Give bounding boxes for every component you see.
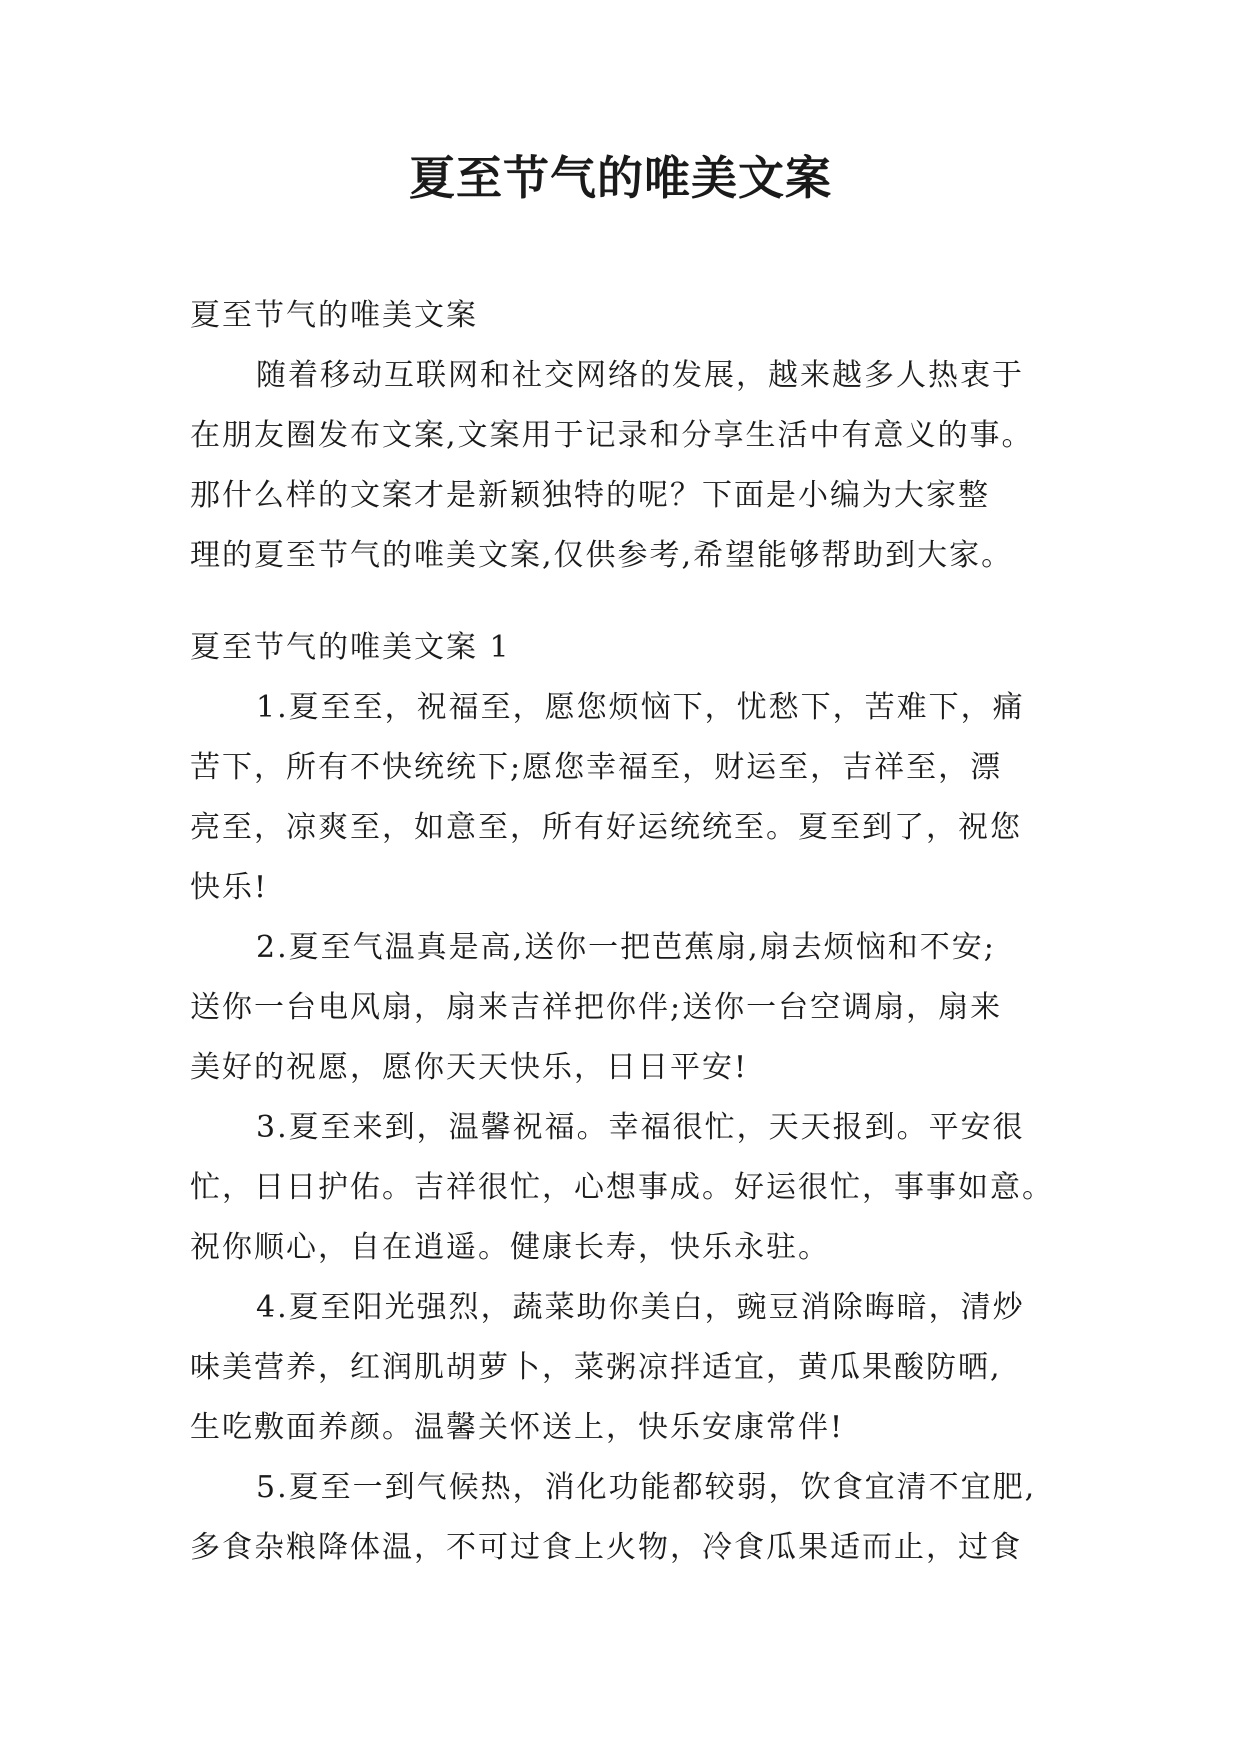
- intro-line: 随着移动互联网和社交网络的发展，越来越多人热衷于: [256, 358, 1024, 393]
- item-line: 多食杂粮降体温，不可过食上火物，冷食瓜果适而止，过食: [190, 1530, 1022, 1565]
- document-subtitle: 夏至节气的唯美文案: [190, 298, 478, 333]
- document-title: 夏至节气的唯美文案: [409, 151, 832, 205]
- item-line: 苦下，所有不快统统下;愿您幸福至，财运至，吉祥至，漂: [190, 750, 1003, 785]
- item-line: 5.夏至一到气候热，消化功能都较弱，饮食宜清不宜肥,: [256, 1470, 1037, 1505]
- item-line: 送你一台电风扇，扇来吉祥把你伴;送你一台空调扇，扇来: [190, 990, 1003, 1025]
- item-line: 生吃敷面养颜。温馨关怀送上，快乐安康常伴!: [190, 1410, 845, 1445]
- item-line: 祝你顺心，自在逍遥。健康长寿，快乐永驻。: [190, 1230, 830, 1265]
- intro-line: 理的夏至节气的唯美文案,仅供参考,希望能够帮助到大家。: [190, 538, 1014, 573]
- item-line: 3.夏至来到，温馨祝福。幸福很忙，天天报到。平安很: [256, 1110, 1025, 1145]
- item-line: 4.夏至阳光强烈，蔬菜助你美白，豌豆消除晦暗，清炒: [256, 1290, 1025, 1325]
- item-line: 味美营养，红润肌胡萝卜，菜粥凉拌适宜，黄瓜果酸防晒,: [190, 1350, 1002, 1385]
- intro-line: 那什么样的文案才是新颖独特的呢？下面是小编为大家整: [190, 478, 990, 513]
- section-heading: 夏至节气的唯美文案 1: [190, 630, 511, 665]
- item-line: 亮至，凉爽至，如意至，所有好运统统至。夏至到了，祝您: [190, 810, 1022, 845]
- paragraph-spacer: [190, 586, 1052, 618]
- document-body: [190, 286, 1052, 1578]
- item-line: 美好的祝愿，愿你天天快乐，日日平安!: [190, 1050, 749, 1085]
- item-line: 2.夏至气温真是高,送你一把芭蕉扇,扇去烦恼和不安;: [256, 930, 996, 965]
- item-line: 忙，日日护佑。吉祥很忙，心想事成。好运很忙，事事如意。: [190, 1170, 1054, 1205]
- item-line: 快乐!: [190, 870, 269, 905]
- item-line: 1.夏至至，祝福至，愿您烦恼下，忧愁下，苦难下，痛: [256, 690, 1025, 725]
- intro-line: 在朋友圈发布文案,文案用于记录和分享生活中有意义的事。: [190, 418, 1034, 453]
